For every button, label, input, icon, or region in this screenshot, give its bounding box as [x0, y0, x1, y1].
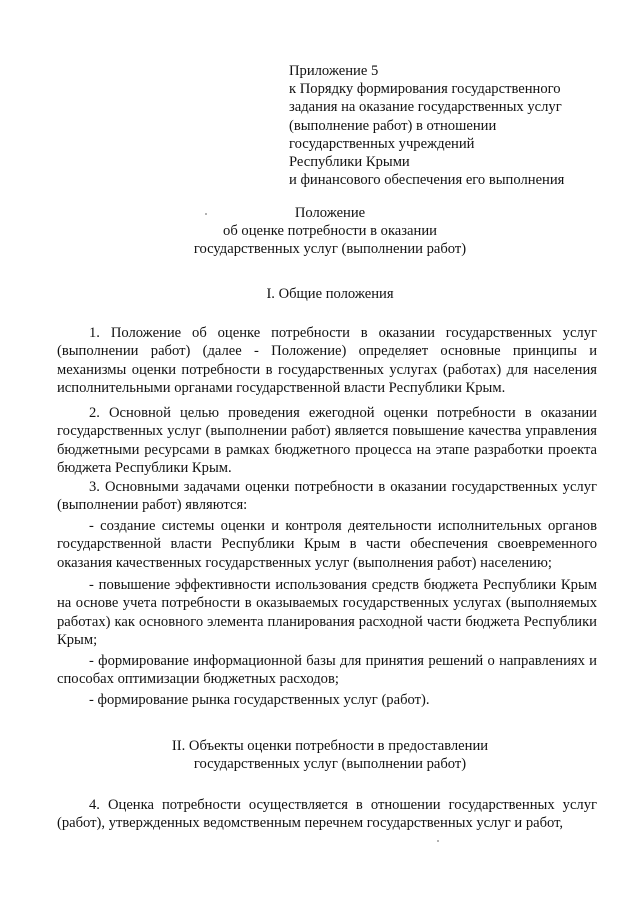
- section-2-heading-line: государственных услуг (выполнении работ): [193, 756, 467, 773]
- section-2-heading-line: II. Объекты оценки потребности в предоставлении: [171, 738, 489, 754]
- appendix-line: (выполнение работ) в отношении: [289, 117, 497, 134]
- appendix-line: Приложение 5: [289, 63, 379, 79]
- list-item-1: - создание системы оценки и контроля деятельности исполнительных органов государственной власти Республики Крым в части обеспечения своевременного оказания качественных государственных услуг (выполнения работ) населению;: [57, 518, 597, 571]
- scan-speck: [205, 213, 207, 215]
- document-title: [120, 204, 540, 259]
- appendix-header: [289, 62, 589, 189]
- section-1-heading: [120, 285, 540, 303]
- paragraph-1: 1. Положение об оценке потребности в оказании государственных услуг (выполнении работ) (далее - Положение) определяет основные принципы и механизмы оценки потребности в государственных услугах (работах) для населения исполнительными органами государственной власти Республики Крым.: [57, 325, 597, 397]
- paragraph-2: 2. Основной целью проведения ежегодной оценки потребности в оказании государственных услуг (выполнении работ) является повышение качества управления бюджетными ресурсами в рамках бюджетного процесса на этапе разработки проекта бюджета Республики Крым.: [57, 405, 597, 477]
- title-line: Положение: [294, 205, 366, 221]
- appendix-line: задания на оказание государственных услуг: [289, 99, 562, 116]
- section-2-heading: [120, 737, 540, 773]
- list-item-2: - повышение эффективности использования средств бюджета Республики Крым на основе учета потребности в оказываемых государственных услугах (выполняемых работах) как основного элемента планирования расходной части бюджета Республики Крым;: [57, 577, 597, 649]
- paragraph-3: 3. Основными задачами оценки потребности в оказании государственных услуг (выполнении работ) являются:: [57, 479, 597, 514]
- list-item-4: - формирование рынка государственных услуг (работ).: [89, 692, 430, 708]
- appendix-line: Республики Крыми: [289, 154, 410, 171]
- title-line: об оценке потребности в оказании: [223, 223, 437, 240]
- list-item-3: - формирование информационной базы для принятия решений о направлениях и способах оптимизации бюджетных расходов;: [57, 653, 597, 688]
- section-1-heading-text: I. Общие положения: [266, 286, 394, 302]
- appendix-line: и финансового обеспечения его выполнения: [289, 172, 565, 189]
- appendix-line: государственных учреждений: [289, 135, 475, 152]
- appendix-line: к Порядку формирования государственного: [289, 81, 561, 98]
- scan-speck: [437, 840, 439, 842]
- title-line: государственных услуг (выполнении работ): [193, 241, 467, 258]
- paragraph-4: 4. Оценка потребности осуществляется в отношении государственных услуг (работ), утвержденных ведомственным перечнем государственных услуг и работ,: [57, 797, 597, 832]
